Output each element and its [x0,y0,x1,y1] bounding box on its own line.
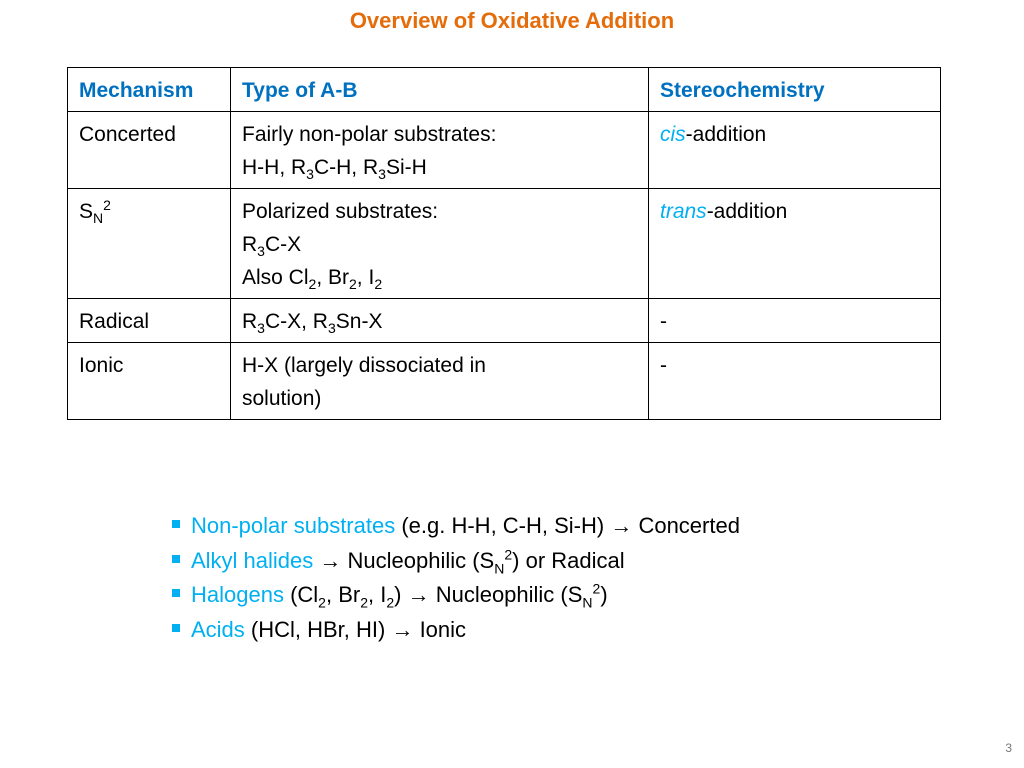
mechanism-cell: Concerted [68,112,231,189]
square-bullet-icon [172,624,180,632]
stereo-cell: - [649,299,941,343]
type-cell [231,189,649,299]
type-line: H-X (largely dissociated in [242,354,486,377]
type-line: Polarized substrates: [242,200,439,223]
mechanism-cell: Ionic [68,343,231,420]
bullet-text: (HCl, HBr, HI) → Ionic [244,616,467,642]
type-line: Also $Cl_2$, $Br_2$, $I_2$ [242,266,383,293]
type-line: Fairly non-polar substrates: [242,123,497,146]
slide-title: Overview of Oxidative Addition [349,8,675,33]
bullet-highlight: Non-polar substrates [191,513,396,538]
stereo-cell: - [649,343,941,420]
stereo-accent: trans [660,200,707,223]
stereo-cell [649,112,941,189]
oxidative-addition-table [67,67,941,420]
table-row [68,299,941,343]
square-bullet-icon [172,555,180,563]
type-cell [231,112,649,189]
bullet-item [172,509,740,544]
square-bullet-icon [172,589,180,597]
stereo-accent: cis [660,123,686,146]
table-row [68,189,941,299]
bullet-text: ($Cl_2$, $Br_2$, $I_2$) → Nucleophilic $(S_N^2)$ [283,580,608,611]
type-cell [231,299,649,343]
type-line: H-H, $R_3C-H$, $R_3Si-H$ [242,156,427,183]
type-line: solution) [242,387,322,410]
bullet-item [172,544,740,579]
bullet-text: (e.g. H-H, C-H, Si-H) → Concerted [395,513,740,538]
stereo-cell [649,189,941,299]
header-stereochemistry: Stereochemistry [649,68,941,112]
page-number: 3 [1005,741,1012,755]
type-cell [231,343,649,420]
mechanism-cell: $S_N^2$ [68,189,231,299]
table-header-row [68,68,941,112]
table-row [68,112,941,189]
bullet-highlight: Acids [191,616,245,642]
header-type: Type of A-B [231,68,649,112]
type-line: $R_3C-X$, $R_3Sn-X$ [242,310,383,337]
stereo-rest: -addition [685,123,767,146]
type-line: $R_3C-X$ [242,233,302,260]
stereo-rest: -addition [706,200,788,223]
summary-bullet-list [172,509,740,647]
square-bullet-icon [172,520,180,528]
bullet-item [172,613,740,648]
header-mechanism: Mechanism [68,68,231,112]
bullet-item [172,578,740,613]
bullet-highlight: Alkyl halides [191,547,314,573]
bullet-text: → Nucleophilic $(S_N^2)$ or Radical [313,546,625,576]
table-row [68,343,941,420]
mechanism-cell: Radical [68,299,231,343]
bullet-highlight: Halogens [191,582,284,607]
